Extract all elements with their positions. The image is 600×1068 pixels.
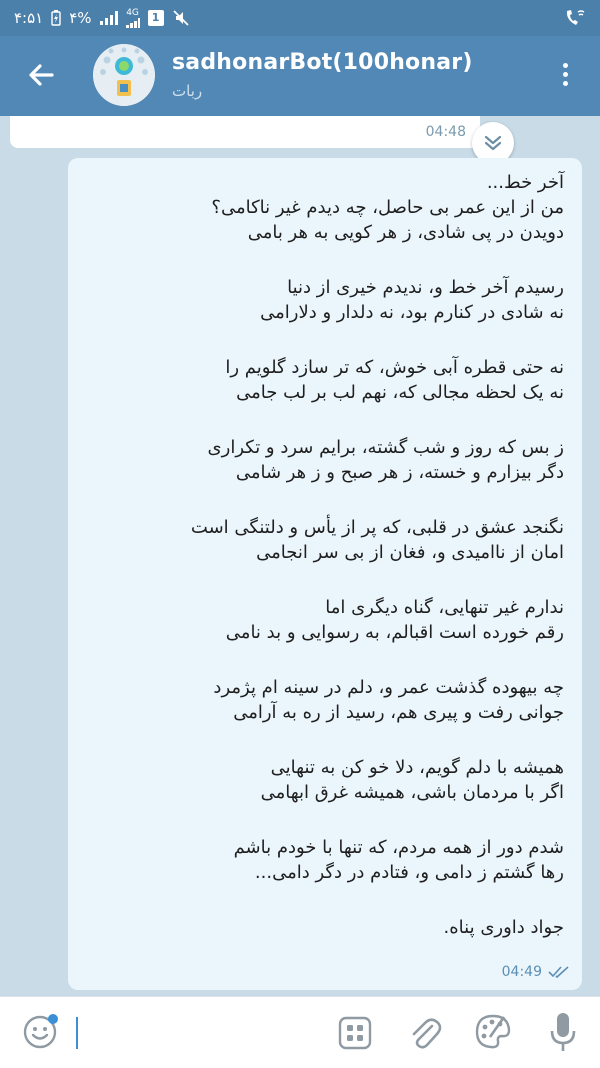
poem-line: چه بیهوده گذشت عمر و، دلم در سینه ام پژمرد bbox=[213, 677, 564, 698]
emoji-icon[interactable] bbox=[22, 1014, 58, 1050]
poem-line: جواد داوری پناه. bbox=[443, 917, 564, 938]
battery-charging-icon bbox=[51, 10, 61, 26]
signal-icon bbox=[100, 11, 118, 25]
battery-percent: ۴% bbox=[69, 9, 92, 27]
status-left bbox=[14, 9, 190, 28]
poem-line: همیشه با دلم گویم، دلا خو کن به تنهایی bbox=[270, 757, 564, 778]
avatar-image bbox=[93, 44, 155, 106]
mute-icon bbox=[172, 9, 190, 27]
poem-line: من از این عمر بی حاصل، چه دیدم غیر ناکامی؟ bbox=[211, 197, 564, 218]
previous-message-time: 04:48 bbox=[425, 124, 466, 140]
poem-line: نگنجد عشق در قلبی، که پر از یأس و دلتنگی است bbox=[190, 517, 564, 538]
message-time: 04:49 bbox=[501, 964, 542, 980]
microphone-icon[interactable] bbox=[548, 1011, 578, 1053]
poem-line: شدم دور از همه مردم، که تنها با خودم باشم bbox=[233, 837, 564, 858]
bot-avatar[interactable] bbox=[93, 44, 155, 106]
bot-commands-icon[interactable] bbox=[338, 1016, 372, 1050]
status-bar bbox=[0, 0, 600, 36]
poem-stanza bbox=[86, 675, 564, 725]
message-meta bbox=[502, 964, 570, 980]
chat-area[interactable] bbox=[0, 116, 600, 996]
network-label: 4G bbox=[126, 7, 139, 18]
double-check-icon bbox=[548, 965, 570, 979]
poem-stanza bbox=[86, 355, 564, 405]
signal-icon bbox=[126, 18, 140, 28]
network-type bbox=[126, 9, 140, 28]
message-input-bar bbox=[0, 996, 600, 1068]
poem-line: امان از ناامیدی و، فغان از بی سر انجامی bbox=[256, 542, 564, 563]
more-options-icon[interactable] bbox=[556, 60, 574, 92]
chat-title[interactable]: sadhonarBot(100honar) bbox=[172, 50, 473, 75]
message-bubble[interactable] bbox=[68, 158, 582, 990]
chat-header bbox=[0, 36, 600, 116]
poem-line: رقم خورده است اقبالم، به رسوایی و بد نامی bbox=[225, 622, 564, 643]
poem-stanza bbox=[86, 515, 564, 565]
poem-line: ندارم غیر تنهایی، گناه دیگری اما bbox=[325, 597, 564, 618]
poem-stanza bbox=[86, 595, 564, 645]
poem-line: رها گشتم ز دامی و، فتادم در دگر دامی... bbox=[254, 862, 564, 883]
back-arrow-icon[interactable] bbox=[24, 58, 58, 92]
poem-stanza bbox=[86, 755, 564, 805]
poem-line: نه شادی در کنارم بود، نه دلدار و دلارامی bbox=[260, 302, 564, 323]
poem-stanza bbox=[86, 435, 564, 485]
poem-line: رسیدم آخر خط و، ندیدم خیری از دنیا bbox=[287, 277, 564, 298]
poem-stanza bbox=[86, 915, 564, 940]
sim-badge: 1 bbox=[148, 10, 164, 26]
previous-message-bubble[interactable] bbox=[10, 116, 480, 148]
poem-line: آخر خط... bbox=[486, 172, 564, 193]
attach-icon[interactable] bbox=[406, 1012, 442, 1052]
palette-icon[interactable] bbox=[474, 1013, 512, 1051]
message-input[interactable] bbox=[76, 1017, 78, 1049]
poem-line: جوانی رفت و پیری هم، رسید از ره به آرامی bbox=[233, 702, 564, 723]
poem-stanza bbox=[86, 170, 564, 245]
poem-line: دویدن در پی شادی، ز هر کویی به هر بامی bbox=[247, 222, 564, 243]
poem-line: دگر بیزارم و خسته، ز هر صبح و ز هر شامی bbox=[235, 462, 564, 483]
poem-line: اگر با مردمان باشی، همیشه غرق ابهامی bbox=[260, 782, 564, 803]
poem-stanza bbox=[86, 275, 564, 325]
status-time: ۴:۵۱ bbox=[14, 9, 44, 27]
status-right bbox=[564, 8, 586, 28]
chat-subtitle: ربات bbox=[172, 82, 203, 100]
poem-line: ز بس که روز و شب گشته، برایم سرد و تکراری bbox=[207, 437, 564, 458]
poem-line: نه یک لحظه مجالی که، نهم لب بر لب جامی bbox=[236, 382, 564, 403]
message-text bbox=[86, 170, 564, 940]
poem-line: نه حتی قطره آبی خوش، که تر سازد گلویم را bbox=[225, 357, 564, 378]
poem-stanza bbox=[86, 835, 564, 885]
wifi-call-icon bbox=[564, 8, 586, 28]
